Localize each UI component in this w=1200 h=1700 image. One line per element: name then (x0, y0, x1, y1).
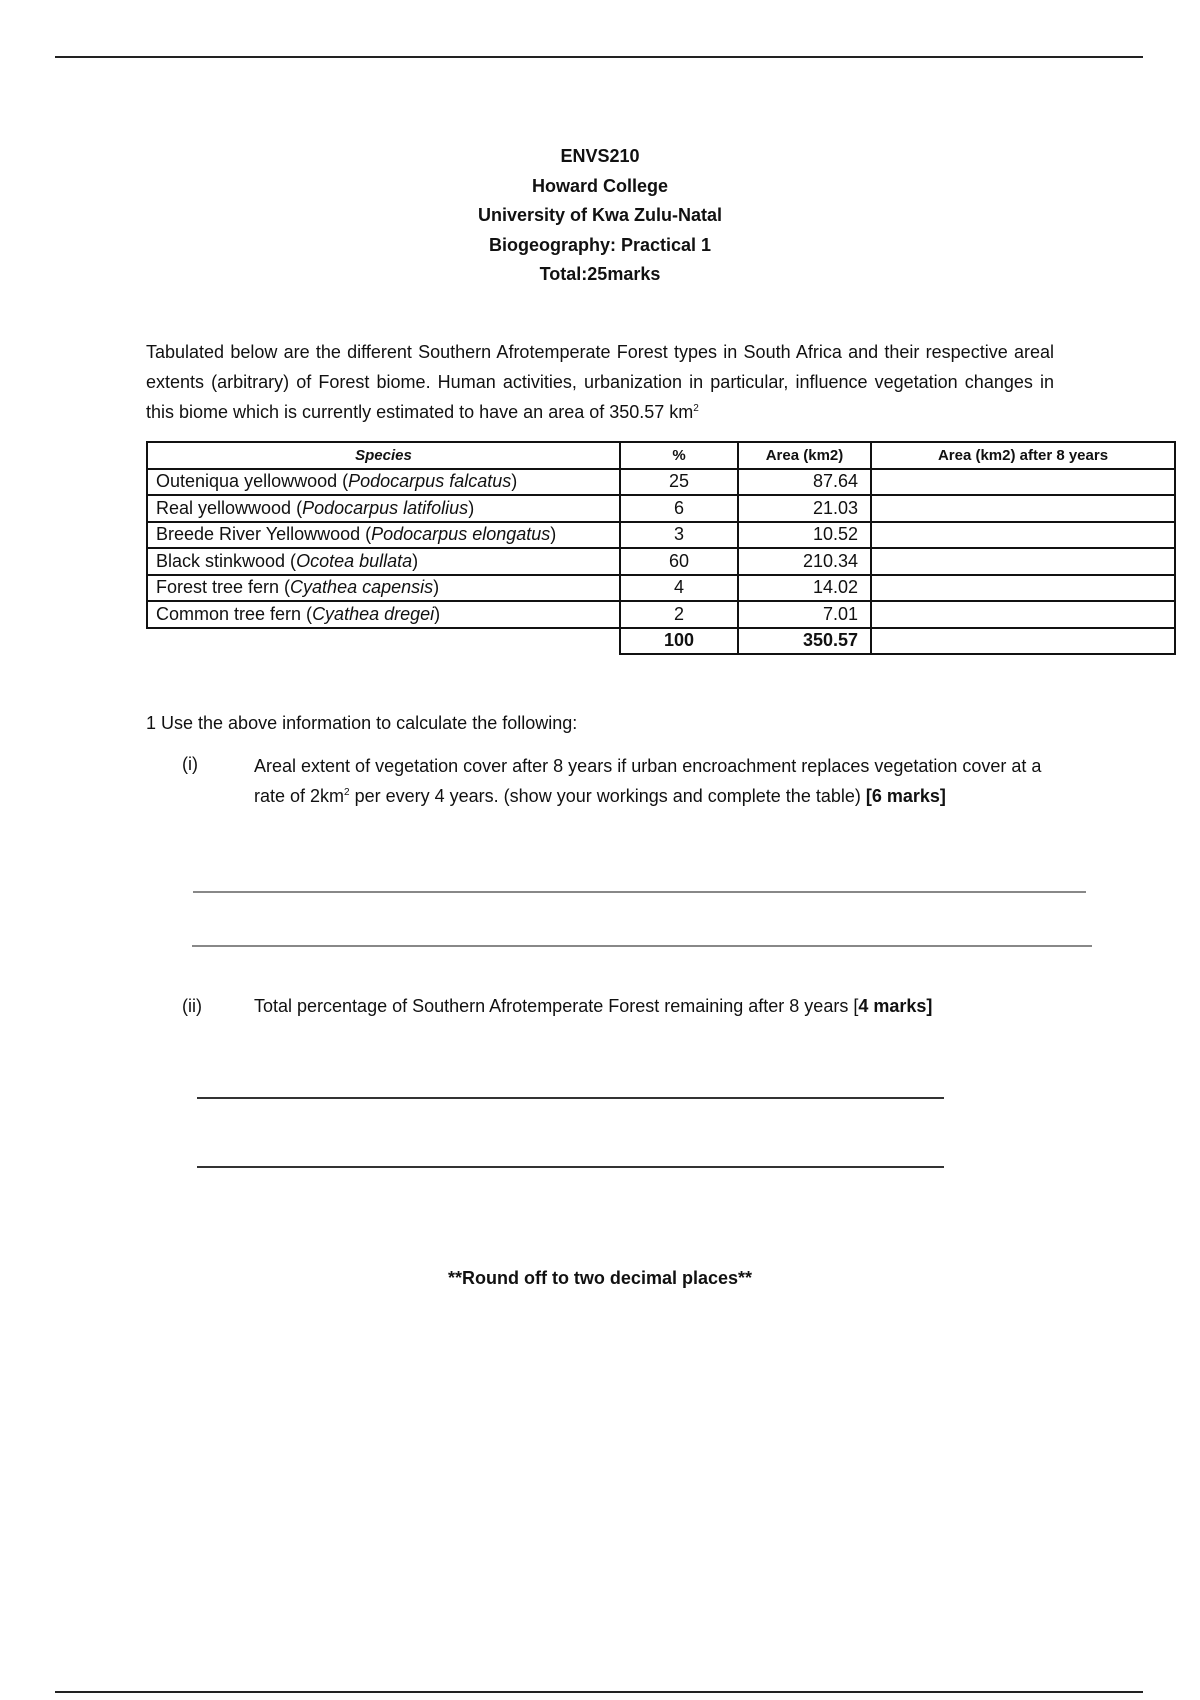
course-code: ENVS210 (560, 146, 640, 166)
area-cell: 10.52 (738, 522, 871, 549)
area-cell: 21.03 (738, 495, 871, 522)
percent-cell: 3 (620, 522, 738, 549)
top-rule (55, 56, 1143, 58)
header-area: Area (km2) (738, 442, 871, 469)
question-ii-marks: 4 marks] (858, 996, 933, 1016)
species-cell (147, 495, 620, 522)
area-after-cell[interactable] (871, 522, 1175, 549)
header-percent: % (620, 442, 738, 469)
total-marks: Total:25marks (539, 264, 661, 284)
species-latin: Ocotea bullata (296, 550, 413, 571)
species-cell (147, 548, 620, 575)
area-cell: 14.02 (738, 575, 871, 602)
area-after-cell[interactable] (871, 548, 1175, 575)
species-cell (147, 601, 620, 628)
species-latin: Cyathea capensis (290, 577, 434, 598)
species-close: ) (412, 550, 419, 571)
area-after-cell[interactable] (871, 495, 1175, 522)
species-close: ) (433, 577, 440, 598)
species-cell (147, 469, 620, 496)
question-i-superscript: 2 (344, 786, 350, 798)
species-close: ) (550, 524, 557, 545)
college-name: Howard College (531, 175, 669, 196)
question-ii-text-main: Total percentage of Southern Afrotemperate Forest remaining after 8 years [ (254, 996, 859, 1016)
total-percent-cell: 100 (620, 628, 738, 655)
area-cell: 210.34 (738, 548, 871, 575)
question-i-text (254, 752, 1054, 811)
species-common: Black stinkwood ( (156, 550, 297, 571)
question-ii-text (254, 996, 1114, 1017)
rounding-note: **Round off to two decimal places** (447, 1268, 753, 1288)
table-row (147, 469, 1175, 496)
species-latin: Cyathea dregei (312, 603, 435, 624)
table-row (147, 601, 1175, 628)
question-i-marks: [6 marks] (865, 785, 946, 806)
table-row (147, 495, 1175, 522)
species-latin: Podocarpus latifolius (302, 497, 469, 518)
species-latin: Podocarpus falcatus (348, 471, 512, 492)
intro-superscript: 2 (693, 403, 699, 414)
document-header (0, 142, 1200, 290)
intro-text: Tabulated below are the different Southern Afrotemperate Forest types in South Africa and their respective areal extents (arbitrary) of Forest biome. Human activities, urbanization in particular, influence vegetation changes in this biome which is currently estimated to have an area of 350.57 km (146, 342, 1054, 422)
question-ii-numeral: (ii) (182, 996, 202, 1016)
intro-paragraph (146, 337, 1054, 427)
header-area-after: Area (km2) after 8 years (871, 442, 1175, 469)
header-species: Species (147, 442, 620, 469)
answer-line-ii-1 (197, 1097, 944, 1099)
species-common: Common tree fern ( (156, 603, 313, 624)
area-after-cell[interactable] (871, 469, 1175, 496)
percent-cell: 2 (620, 601, 738, 628)
percent-cell: 4 (620, 575, 738, 602)
table-body (147, 469, 1175, 655)
total-blank-cell (147, 628, 620, 655)
total-area-cell: 350.57 (738, 628, 871, 655)
species-latin: Podocarpus elongatus (371, 524, 551, 545)
species-common: Forest tree fern ( (156, 577, 291, 598)
species-common: Real yellowwood ( (156, 497, 303, 518)
practical-title: Biogeography: Practical 1 (488, 234, 712, 255)
table-header-row (147, 442, 1175, 469)
table-row (147, 548, 1175, 575)
species-close: ) (511, 471, 518, 492)
question-1-intro: 1 Use the above information to calculate the following: (146, 713, 578, 733)
percent-cell: 25 (620, 469, 738, 496)
percent-cell: 60 (620, 548, 738, 575)
species-common: Breede River Yellowwood ( (156, 524, 372, 545)
university-name: University of Kwa Zulu-Natal (477, 205, 723, 225)
question-i-numeral: (i) (182, 754, 198, 774)
area-cell: 7.01 (738, 601, 871, 628)
total-area-after-cell[interactable] (871, 628, 1175, 655)
percent-cell: 6 (620, 495, 738, 522)
question-i-text-a: Areal extent of vegetation cover after 8 years if urban encroachment replaces vegetation cover at a rate of 2km (254, 756, 1042, 806)
area-cell: 87.64 (738, 469, 871, 496)
answer-line-i-1 (193, 891, 1086, 893)
species-common: Outeniqua yellowwood ( (156, 471, 349, 492)
area-after-cell[interactable] (871, 601, 1175, 628)
bottom-rule (55, 1691, 1143, 1693)
table-total-row (147, 628, 1175, 655)
area-after-cell[interactable] (871, 575, 1175, 602)
answer-line-i-2 (192, 945, 1092, 947)
forest-types-table (146, 441, 1176, 655)
species-close: ) (468, 497, 475, 518)
species-cell (147, 575, 620, 602)
species-close: ) (434, 603, 441, 624)
table-row (147, 522, 1175, 549)
question-i-text-b: per every 4 years. (show your workings and complete the table) (349, 785, 866, 806)
species-cell (147, 522, 620, 549)
table-row (147, 575, 1175, 602)
answer-line-ii-2 (197, 1166, 944, 1168)
